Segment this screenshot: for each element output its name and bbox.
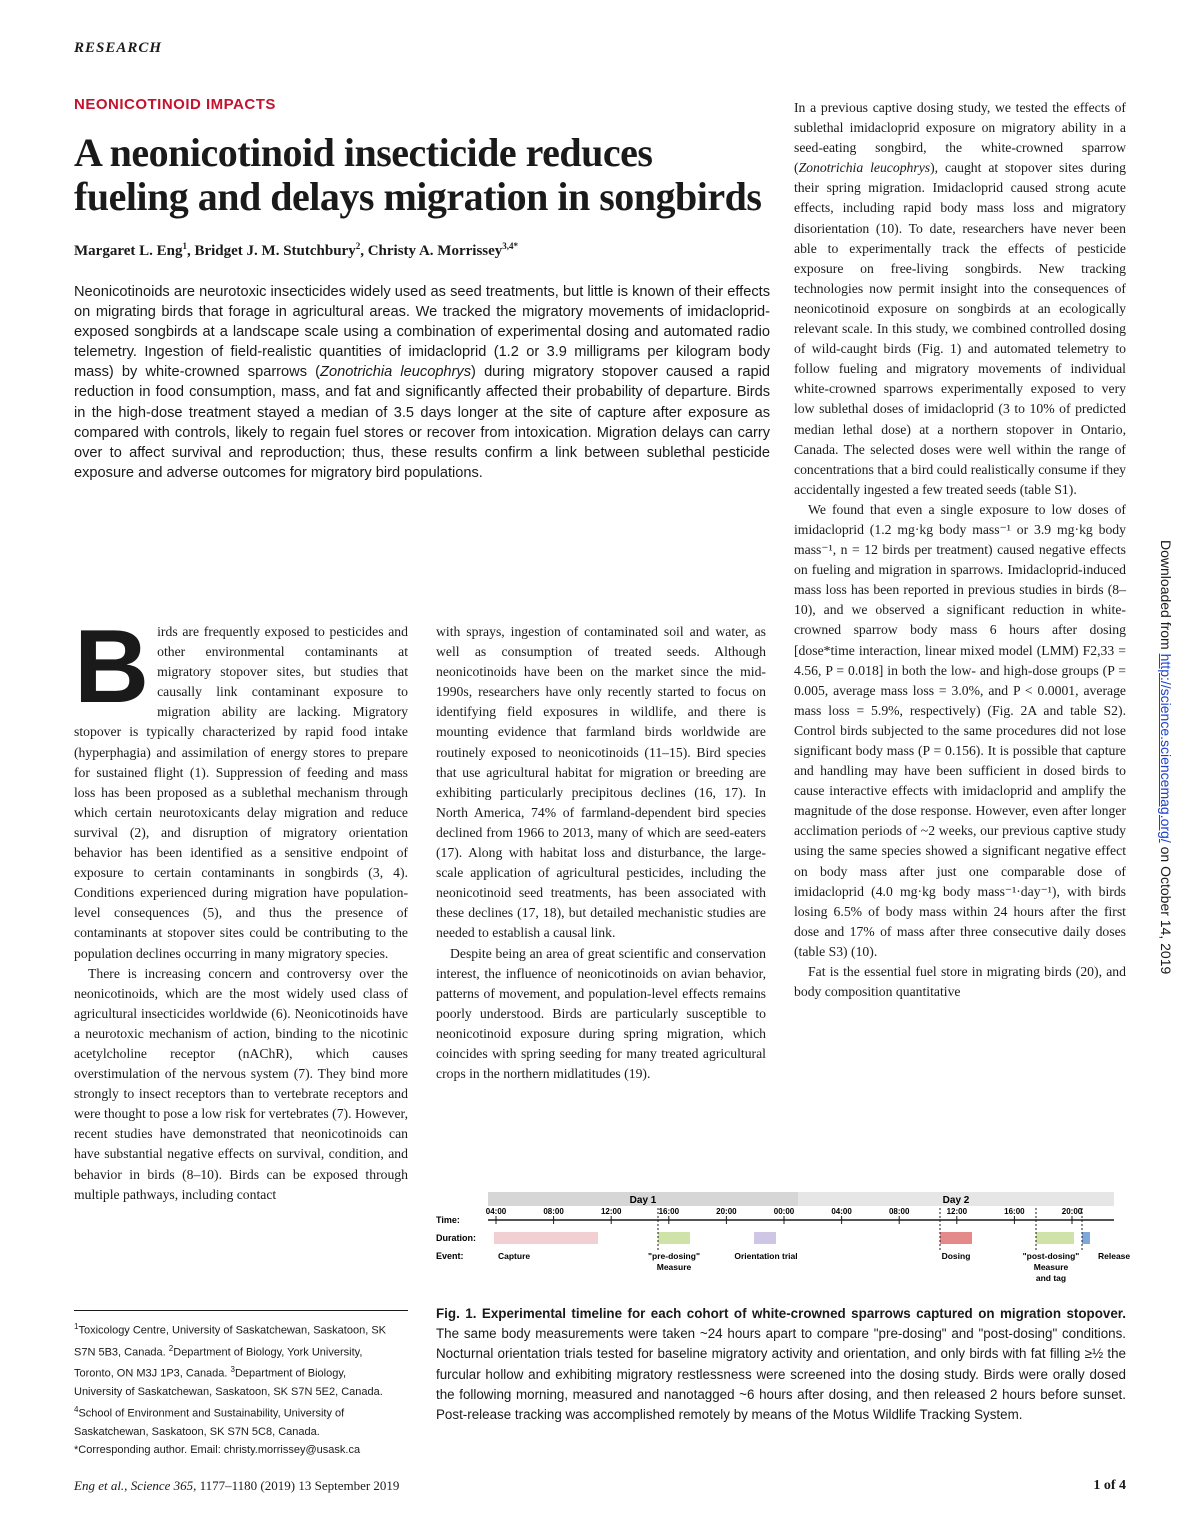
event-postdosing-tag: and tag — [1035, 1273, 1067, 1283]
species-name: Zonotrichia leucophrys — [798, 160, 931, 176]
time-tick-label: 12:00 — [946, 1207, 968, 1216]
body-paragraph: Birds are frequently exposed to pesticides and other environmental contaminants at migratory stopover sites, but studies that causally link contaminant exposure to migration ability are lacking. Migratory stopover is typically characterized by rapid food intake (hyperphagia) and assimilation of energy stores to prepare for sustained flight (1). Suppression of feeding and mass loss has been proposed as a sublethal mechanism through which certain neurotoxicants delay migration and reduce survival (2), and disruption of migratory orientation behavior has been identified as a sensitive endpoint of exposure to certain contaminants in songbirds (3, 4). Conditions experienced during migration have population-level consequences (5), and thus the presence of contaminants at stopover sites could be contributing to the population declines occurring in many migratory species. — [74, 609, 408, 961]
event-orientation: Orientation trial — [734, 1251, 798, 1261]
abstract: Neonicotinoids are neurotoxic insecticides widely used as seed treatments, but little is known of their effects on migrating birds that forage in agricultural areas. We tracked the migratory movements of imidacloprid-exposed songbirds at a landscape scale using a combination of experimental dosing and automated radio telemetry. Ingestion of field-realistic quantities of imidacloprid (1.2 or 3.9 milligrams per kilogram body mass) by white-crowned sparrows (Zonotrichia leucophrys) during migratory stopover caused a rapid reduction in food consumption, mass, and fat and significantly affected their probability of departure. Birds in the high-dose treatment stayed a median of 3.5 days longer at the site of capture after exposure as compared with controls, likely to regain fuel stores or recover from intoxication. Migration delays can carry over to affect survival and reproduction; thus, these results confirm a link between sublethal pesticide exposure and adverse outcomes for migratory bird populations. — [74, 284, 770, 481]
event-release: Release — [1098, 1251, 1131, 1261]
time-tick-label: 08:00 — [888, 1207, 910, 1216]
author-name[interactable]: Margaret L. Eng — [74, 243, 183, 259]
time-tick-label: 20:00 — [716, 1207, 737, 1216]
time-tick-label: 04:00 — [485, 1207, 507, 1216]
time-ticks — [486, 1207, 1083, 1224]
dosing-bar — [940, 1232, 972, 1244]
body-column-2 — [436, 622, 766, 1084]
author-list: Margaret L. Eng$^1$, Bridget J. M. Stutchbury$^2$, Christy A. Morrissey$^{3,4*}$ — [74, 241, 519, 259]
time-tick-label: 16:00 — [658, 1207, 680, 1216]
download-link[interactable]: http://science.sciencemag.org/ — [1158, 653, 1174, 843]
author-sup: 2 — [355, 241, 361, 251]
postdosing-bar — [1036, 1232, 1074, 1244]
body-paragraph: with sprays, ingestion of contaminated soil and water, as well as consumption of treated seeds. Although neonicotinoids have been on the market since the mid-1990s, researchers have only recently started to focus on identifying field exposures in wildlife, and there is mounting evidence that farmland birds worldwide are routinely exposed to neonicotinoids (11–15). Bird species that use agricultural habitat for migration or breeding are exhibiting particularly precipitous declines (16, 17). In North America, 74% of farmland-dependent bird species declined from 1966 to 2013, many of which are seed-eaters (17). Along with habitat loss and disturbance, the large-scale application of agricultural pesticides, including the neonicotinoid seed treatments, has been associated with these declines (17, 18), but detailed mechanistic studies are needed to establish a causal link. — [436, 624, 766, 941]
body-paragraph: In a previous captive dosing study, we tested the effects of sublethal imidacloprid exposure on migratory ability in a seed-eating songbird, the white-crowned sparrow (Zonotrichia leucophrys), caught at stopover sites during their spring migration. Imidacloprid caused strong acute effects, including rapid body mass loss and migratory disorientation (10). To date, researchers have never been able to experimentally track the effects of pesticide exposure on free-living songbirds. New tracking technologies now permit insight into the consequences of neonicotinoid exposure on songbirds at an ecologically relevant scale. In this study, we combined controlled dosing of wild-caught birds (Fig. 1) and automated telemetry to follow fueling and migratory movements of individual white-crowned sparrows experimentally exposed to very low sublethal doses of imidacloprid (3 to 10% of predicted median lethal dose) at a northern stopover in Ontario, Canada. The selected doses were well within the range of concentrations that a bird could realistically consume if they accidentally ingested a few treated seeds (table S1). — [794, 100, 1126, 497]
article-title: A neonicotinoid insecticide reduces fueling and delays migration in songbirds — [74, 130, 762, 219]
orientation-bar — [754, 1232, 776, 1244]
event-predosing-measure: Measure — [656, 1262, 692, 1272]
body-paragraph: Despite being an area of great scientific and conservation interest, the influence of neonicotinoids on avian behavior, patterns of movement, and population-level effects remains poorly understood. Birds are particularly susceptible to neonicotinoid exposure during spring migration, which coincides with spring seeding for many treated agricultural crops in the northern midlatitudes (19). — [436, 945, 766, 1082]
release-bar — [1082, 1232, 1090, 1244]
time-tick-label: 12:00 — [600, 1207, 622, 1216]
day2-label: Day 2 — [942, 1195, 970, 1206]
row-label-duration: Duration: — [436, 1233, 476, 1243]
article-header — [74, 96, 770, 483]
body-column-1 — [74, 609, 408, 1205]
author-name[interactable]: Bridget J. M. Stutchbury — [194, 243, 356, 259]
time-tick-label: 20:00 — [1061, 1207, 1083, 1216]
figure-caption: Fig. 1. Experimental timeline for each cohort of white-crowned sparrows captured on migration stopover. The same body measurements were taken ~24 hours apart to compare "pre-dosing" and "post-dosing" conditions. Nocturnal orientation trials tested for baseline migratory activity and orientation, and only birds with fat filling ≥½ the furcular hollow and exhibiting migratory restlessness were screened into the dosing study. Birds were orally dosed the following morning, measured and nanotagged ~6 hours after dosing, and then released 2 hours before sunset. Post-release tracking was accomplished remotely by means of the Motus Wildlife Tracking System. — [436, 1306, 1126, 1423]
capture-bar — [494, 1232, 598, 1244]
dropcap: B — [74, 609, 150, 725]
footnote-rule — [74, 1310, 408, 1311]
event-predosing: "pre-dosing" — [648, 1251, 700, 1261]
timeline-figure — [436, 1190, 1131, 1295]
body-column-3 — [794, 98, 1126, 1002]
body-paragraph: Fat is the essential fuel store in migrating birds (20), and body composition quantitative — [794, 964, 1126, 1000]
section-label: RESEARCH — [74, 40, 163, 56]
event-capture: Capture — [498, 1251, 531, 1261]
event-dosing: Dosing — [941, 1251, 971, 1261]
affiliations: $^1$Toxicology Centre, University of Saskatchewan, Saskatoon, SK S7N 5B3, Canada. $^2$Department of Biology, York University, Toronto, ON M3J 1P3, Canada. $^3$Department of Biology, University of Saskatchewan, Saskatoon, SK S7N 5E2, Canada. $^4$School of Environment and Sustainability, University of Saskatchewan, Saskatoon, SK S7N 5C8, Canada. *Corresponding author. Email: christy.morrissey@usask.ca — [74, 1322, 386, 1456]
body-paragraph: We found that even a single exposure to low doses of imidacloprid (1.2 mg·kg body mass⁻¹ or 3.9 mg·kg body mass⁻¹, n = 12 birds per treatment) caused negative effects on fueling and migration in sparrows. Imidacloprid-induced mass loss has been reported in previous studies in birds (8–10), and we observed a significant reduction in white-crowned sparrow body mass 6 hours after dosing [dose*time interaction, linear mixed model (LMM) F2,33 = 4.56, P = 0.018] in both the low- and high-dose groups (P = 0.005, average mass loss = 3.0%, and P < 0.0001, average mass loss = 5.9%, respectively) (Fig. 2A and table S2). Control birds subjected to the same procedures did not lose significant body mass (P = 0.156). It is possible that capture and handling may have been sufficient in dosed birds to cause interactive effects with imidacloprid and amplify the magnitude of the dose response. However, even after longer acclimation periods of ~2 weeks, our previous captive study using the same species showed a significant negative effect on body mass after just one comparable dose of imidacloprid (4.0 mg·kg body mass⁻¹·day⁻¹), with birds losing 6.5% of body mass within 24 hours after the first dose and 17% of mass after three consecutive daily doses (table S3) (10). — [794, 501, 1126, 959]
download-note: Downloaded from http://science.sciencemag.org/ on October 14, 2019 — [1158, 540, 1174, 975]
kicker: NEONICOTINOID IMPACTS — [74, 96, 276, 113]
author-sup: 1 — [182, 241, 187, 251]
caption-title: Fig. 1. Experimental timeline for each cohort of white-crowned sparrows captured on migration stopover. — [436, 1306, 1126, 1321]
event-postdosing: "post-dosing" — [1022, 1251, 1080, 1261]
body-paragraph: There is increasing concern and controversy over the neonicotinoids, which are the most widely used class of agricultural insecticides worldwide (6). Neonicotinoids have a neurotoxic mechanism of action, binding to the nicotinic acetylcholine receptor (nAChR), which causes overstimulation of the nervous system (7). They bind more strongly to insect receptors than to vertebrate receptors and were thought to pose a low risk for vertebrates (7). However, recent studies have demonstrated that neonicotinoids can have substantial negative effects on survival, condition, and behavior in birds (8–10). Birds can be exposed through multiple pathways, including contact — [74, 965, 408, 1202]
time-tick-label: 08:00 — [543, 1207, 564, 1216]
day1-label: Day 1 — [629, 1195, 657, 1206]
row-label-event: Event: — [436, 1251, 464, 1261]
page-number: 1 of 4 — [1093, 1478, 1126, 1493]
time-tick-label: 04:00 — [831, 1207, 852, 1216]
author-sup: 3,4* — [502, 241, 519, 251]
corresponding-author[interactable]: *Corresponding author. Email: christy.morrissey@usask.ca — [74, 1443, 361, 1456]
predosing-bar — [658, 1232, 690, 1244]
footer-citation: Eng et al., Science 365, 1177–1180 (2019) 13 September 2019 — [74, 1478, 400, 1493]
event-postdosing-measure: Measure — [1033, 1262, 1069, 1272]
author-name[interactable]: Christy A. Morrissey — [367, 243, 503, 259]
time-tick-label: 00:00 — [773, 1207, 795, 1216]
species-name: Zonotrichia leucophrys — [320, 364, 472, 381]
time-tick-label: 16:00 — [1004, 1207, 1025, 1216]
row-label-time: Time: — [436, 1215, 460, 1225]
